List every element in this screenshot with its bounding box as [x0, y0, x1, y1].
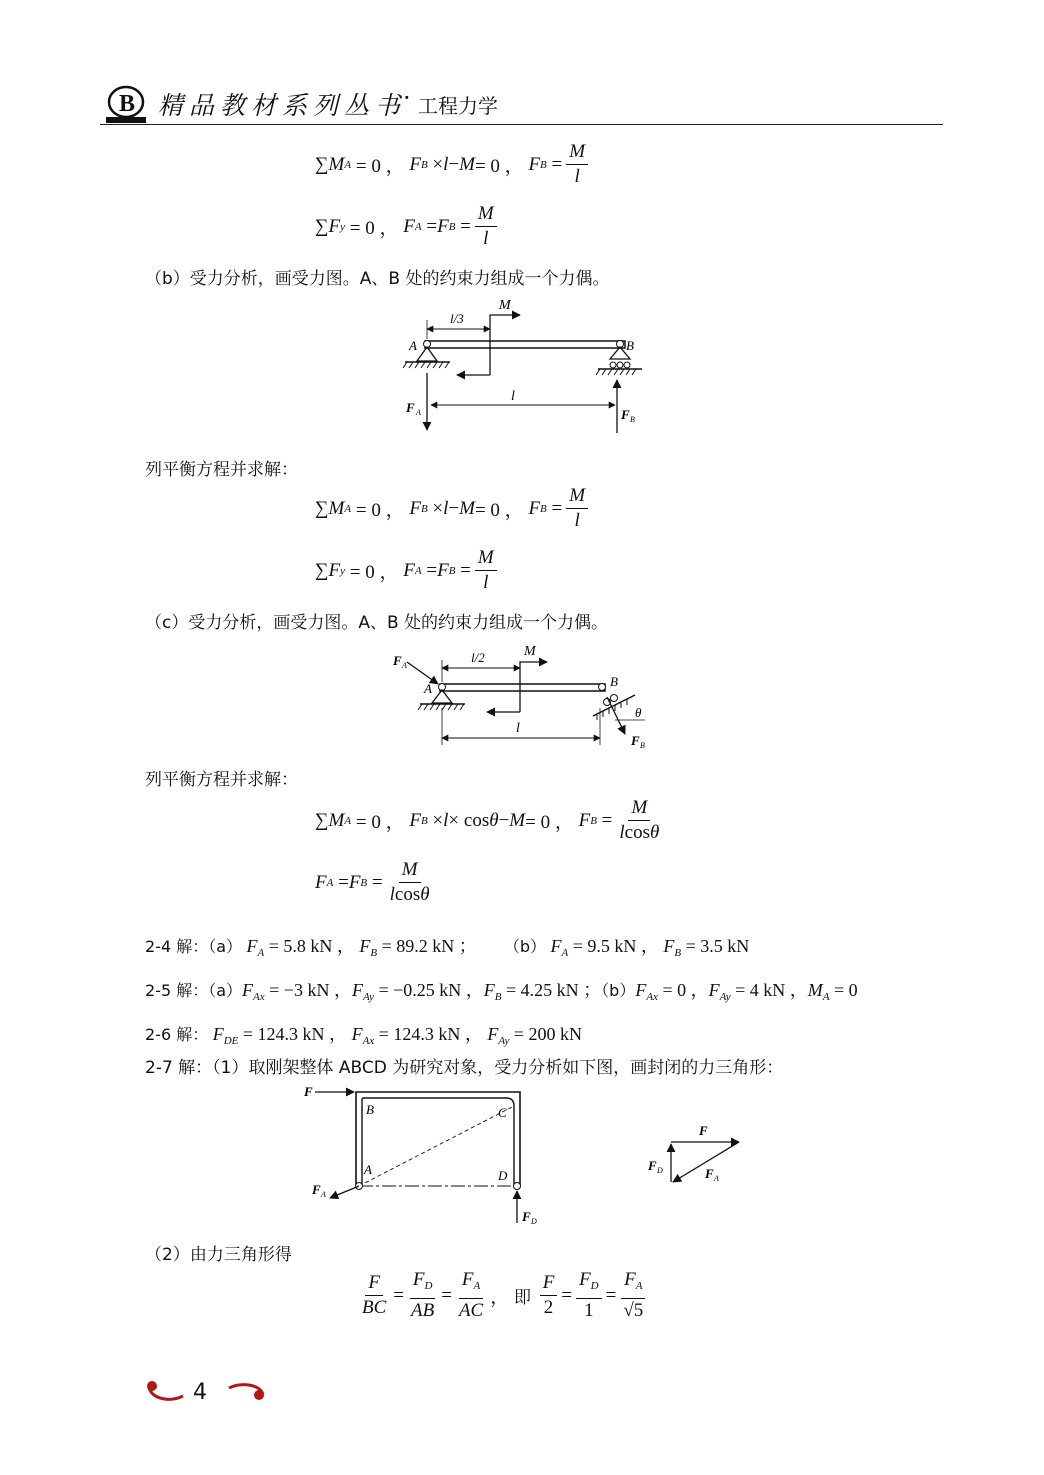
step-2: （2）由力三角形得 — [145, 1245, 292, 1265]
header-rule — [100, 124, 943, 125]
label-f-tri: F — [699, 1123, 708, 1138]
label-fa-c-sub: A — [402, 661, 407, 670]
label-b-frame: B — [366, 1102, 374, 1117]
figure-frame-abcd — [300, 1078, 560, 1228]
label-fa-tri: F — [705, 1166, 714, 1181]
answer-2-5: 2-5 解：$(a)F_{Ax} = -3$ kN ，$F_{Ay} = -0.25$ kN ，$F_B = 4.25$ kN ；$(b)F_{Ax} = 0$ ，$F_{Ay} = 4$ kN ，$M_A = 0$ — [145, 980, 858, 1003]
label-fa-frame: F — [312, 1182, 321, 1197]
label-fa: F — [406, 400, 415, 415]
label-fd-frame-sub: D — [531, 1217, 537, 1226]
equation-fa-fb-c: F A = F B = $\frac{M}{lcos\theta}$ — [315, 859, 430, 905]
equation-force-a: ∑ F y = 0 ， F A = F B = $\frac{M}{l}$ — [315, 202, 501, 251]
label-moment-c: M — [524, 644, 536, 659]
label-theta: θ — [635, 705, 642, 720]
label-f-frame: F — [304, 1084, 313, 1099]
label-fd-frame: F — [522, 1209, 531, 1224]
label-length: l — [511, 389, 515, 404]
label-b: B — [626, 338, 634, 353]
list-equations-1: 列平衡方程并求解： — [145, 460, 298, 480]
label-length-c: l — [516, 721, 520, 736]
label-fd-tri: F — [648, 1158, 657, 1173]
page-number: 4 — [193, 1380, 207, 1405]
label-a: A — [409, 338, 417, 353]
answer-2-7: 2-7 解：（1）取刚架整体 ABCD 为研究对象，受力分析如下图，画封闭的力三角形： — [145, 1058, 784, 1078]
label-fa-frame-sub: A — [321, 1190, 326, 1199]
label-fa-sub: A — [416, 408, 421, 417]
equation-moment-c: ∑ M A = 0 ， F B × l × cos θ − M = 0 ， F B = $\frac{M}{lcos\theta}$ — [315, 797, 660, 843]
label-d-frame: D — [498, 1168, 508, 1183]
equation-moment-a: ∑ M A = 0 ， F B × l − M = 0 ， F B = $\frac{M}{l}$ — [315, 140, 592, 189]
footer-swirl-left-icon — [143, 1378, 188, 1406]
figure-c-beam — [385, 640, 665, 755]
label-c-frame: C — [498, 1105, 507, 1120]
figure-force-triangle — [645, 1120, 755, 1190]
equation-force-b: ∑ F y = 0 ， F A = F B = $\frac{M}{l}$ — [315, 546, 501, 595]
ji-label: 即 — [513, 1288, 531, 1308]
label-moment: M — [499, 298, 511, 313]
publisher-logo — [104, 84, 148, 124]
page-header — [100, 78, 943, 126]
label-fb-c: F — [631, 733, 640, 748]
label-fb: F — [621, 407, 630, 422]
equation-moment-b: ∑ M A = 0 ， F B × l − M = 0 ， F B = $\frac{M}{l}$ — [315, 484, 592, 533]
figure-b-beam — [395, 295, 655, 435]
list-equations-2: 列平衡方程并求解： — [145, 770, 298, 790]
label-fd-tri-sub: D — [657, 1166, 663, 1175]
equation-ratio: $\frac{F}{BC}$ = $\frac{F_D}{AB}$ = $\frac{F_A}{AC}$ ， 即 $\frac{F}{2}$ = $\frac{F_D}{1}$ = $\frac{F_A}{√5}$ — [355, 1268, 650, 1323]
section-c-intro: （c）受力分析，画受力图。A、B 处的约束力组成一个力偶。 — [145, 613, 609, 633]
subject-title: 工程力学 — [418, 94, 498, 118]
label-fa-tri-sub: A — [714, 1174, 719, 1183]
footer-swirl-right-icon — [225, 1378, 270, 1406]
answer-2-4: 2-4 解：（a） $F_A = 5.8$ kN ， $F_B = 89.2$ kN ； （b） $F_A = 9.5$ kN ， $F_B = 3.5$ kN — [145, 936, 750, 959]
label-a-frame: A — [364, 1162, 372, 1177]
label-fb-sub: B — [630, 415, 635, 424]
series-title: 精品教材系列丛书 — [158, 91, 407, 120]
label-l2: l/2 — [471, 650, 485, 665]
svg-text:B: B — [119, 91, 136, 117]
section-b-intro: （b）受力分析，画受力图。A、B 处的约束力组成一个力偶。 — [145, 269, 610, 289]
label-fb-c-sub: B — [640, 741, 645, 750]
label-b-c: B — [610, 674, 618, 689]
header-dot: · — [403, 84, 411, 112]
answer-2-6: 2-6 解： $F_{DE} = 124.3$ kN ， $F_{Ax} = 124.3$ kN ， $F_{Ay} = 200$ kN — [145, 1024, 582, 1047]
label-a-c: A — [424, 681, 432, 696]
label-fa-c: F — [393, 653, 402, 668]
label-l3: l/3 — [450, 311, 464, 326]
